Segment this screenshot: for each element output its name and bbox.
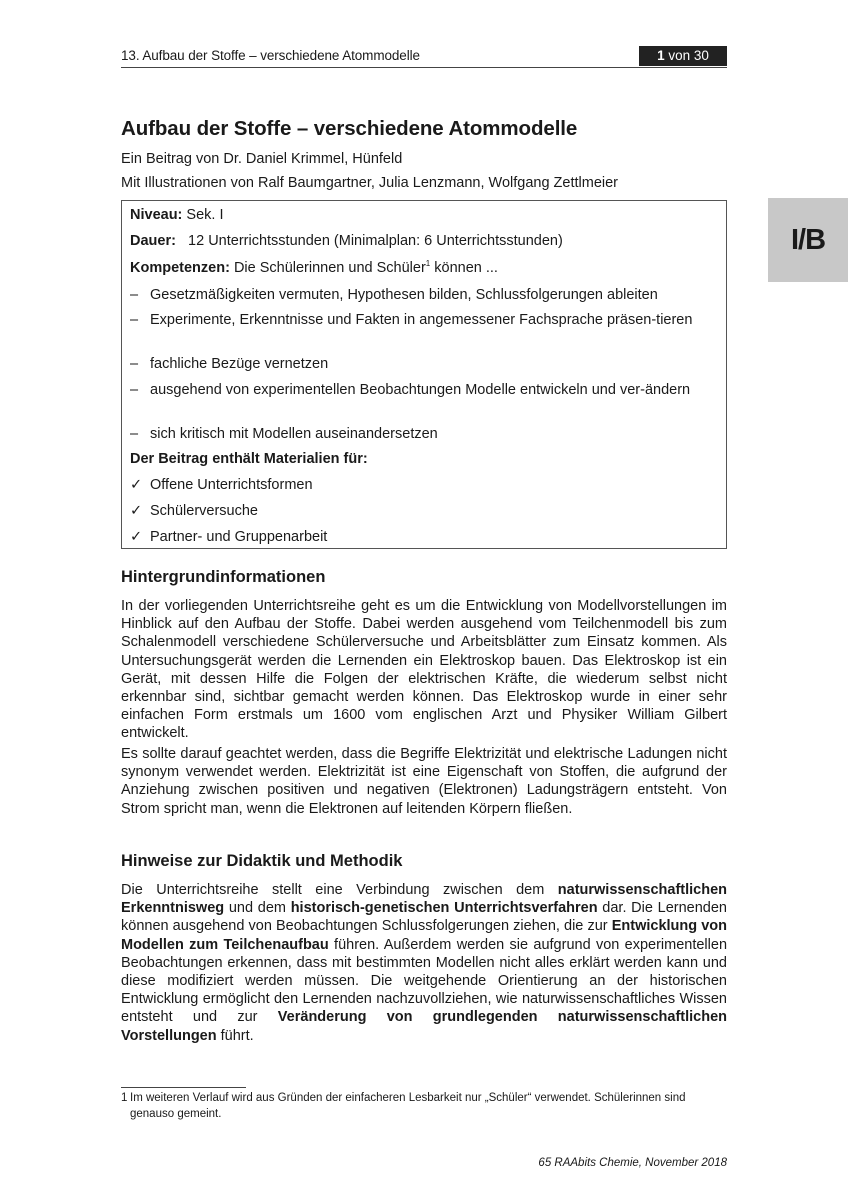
info-box [121, 200, 727, 549]
section-heading-hintergrund: Hintergrundinformationen [121, 568, 326, 586]
emphasis: historisch-genetischen Unterrichtsverfahren [290, 900, 598, 917]
check-item-text: Partner- und Gruppenarbeit [150, 529, 328, 545]
dash-bullet: – [130, 287, 139, 303]
section-tab [768, 198, 848, 282]
checkmark-icon: ✓ [130, 529, 143, 545]
emphasis: Entwicklung von Modellen zum Teilchenaufbau [121, 918, 727, 953]
list-item-text: Gesetzmäßigkeiten vermuten, Hypothesen bilden, Schlussfolgerungen ableiten [150, 287, 658, 303]
text-run: Die Unterrichtsreihe stellt eine Verbindung zwischen dem [121, 882, 558, 898]
niveau-label: Niveau: [130, 207, 183, 223]
dash-bullet: – [130, 382, 139, 398]
check-item-text: Schülerversuche [150, 503, 258, 519]
paragraph: In der vorliegenden Unterrichtsreihe geht es um die Entwicklung von Modellvorstellungen im Hinblick auf den Aufbau der Stoffe. Dabei werden ausgehend vom Teilchenmodell bis zum Schalenmodell verschiedene Schülerversuche und Arbeitsblätter zum Einsatz kommen. Als Untersuchungsgerät werden die Lernenden ein Elektroskop bauen. Das Elektroskop ist ein Gerät, mit dessen Hilfe die Folgen der elektrischen Kräfte, die wiederum selbst nicht erkennbar sind, sichtbar gemacht werden können. Das Elektroskop wurde in einer sehr einfachen Form erstmals um 1600 vom englischen Arzt und Physiker William Gilbert entwickelt. [121, 598, 727, 742]
check-item-text: Offene Unterrichtsformen [150, 477, 313, 493]
list-item [130, 425, 720, 444]
paragraph: Es sollte darauf geachtet werden, dass die Begriffe Elektrizität und elektrische Ladungen nicht synonym verwendet werden. Elektrizität ist eine Eigenschaft von Stoffen, die aufgrund der Anziehung zwischen positiven und negativen (Elektronen) Ladungsträgern entsteht. Von Strom spricht man, wenn die Elektronen auf leitenden Körpern fließen. [121, 746, 727, 817]
text-run: führt. [216, 1027, 254, 1044]
text-run: und dem [224, 900, 291, 917]
kompetenzen-label: Kompetenzen: [130, 259, 230, 276]
kompetenzen-intro: Die Schülerinnen und Schüler [233, 259, 426, 276]
footnote-ref[interactable]: 1 [425, 259, 431, 268]
list-item [130, 381, 720, 400]
check-item [130, 529, 327, 545]
dauer-row [130, 233, 563, 249]
illustrators-line: Mit Illustrationen von Ralf Baumgartner, Julia Lenzmann, Wolfgang Zettlmeier [121, 175, 619, 191]
list-item [130, 311, 720, 330]
page-current: 1 [657, 48, 665, 63]
list-item-text: ausgehend von experimentellen Beobachtungen Modelle entwickeln und ver-ändern [150, 382, 691, 398]
paragraph [121, 881, 727, 1045]
footnote [121, 1091, 727, 1122]
check-item [130, 503, 258, 519]
dash-bullet: – [130, 426, 139, 442]
running-title: 13. Aufbau der Stoffe – verschiedene Atommodelle [121, 48, 420, 63]
list-item [130, 286, 720, 305]
running-header [121, 46, 727, 68]
text-run: führen. Außerdem werden sie aufgrund von experimentellen Beobachtungen erkennen, dass mit bestimmten Modellen nicht alles erklärt werden kann und diese modifiziert werden müssen. Die weitgehende Orientierung an der historischen Entwicklung ermöglicht den Lernenden nachzuvollziehen, wie naturwissenschaftliches Wissen entsteht und zur [121, 936, 728, 1026]
list-item-text: Experimente, Erkenntnisse und Fakten in angemessener Fachsprache präsen-tieren [150, 312, 693, 328]
author-line: Ein Beitrag von Dr. Daniel Krimmel, Hünfeld [121, 151, 403, 167]
dauer-value: 12 Unterrichtsstunden (Minimalplan: 6 Unterrichtsstunden) [188, 233, 563, 249]
checkmark-icon: ✓ [130, 477, 143, 493]
emphasis: Veränderung von grundlegenden naturwissenschaftlichen Vorstellungen [121, 1009, 728, 1044]
emphasis: naturwissenschaftlichen Erkenntnisweg [121, 882, 727, 917]
niveau-value: Sek. I [186, 207, 224, 223]
dauer-label: Dauer: [130, 233, 176, 249]
check-item [130, 477, 313, 493]
page-footer: 65 RAAbits Chemie, November 2018 [538, 1157, 727, 1169]
page-number-badge [639, 46, 727, 66]
list-item-text: fachliche Bezüge vernetzen [150, 356, 329, 372]
materialien-heading-text: Der Beitrag enthält Materialien für: [130, 451, 368, 467]
page-total: von 30 [668, 48, 709, 63]
list-item [130, 355, 720, 374]
footnote-number: 1 [121, 1092, 128, 1104]
list-item-text: sich kritisch mit Modellen auseinandersetzen [150, 426, 438, 442]
kompetenzen-row [130, 259, 498, 276]
section-heading-didaktik: Hinweise zur Didaktik und Methodik [121, 852, 403, 870]
checkmark-icon: ✓ [130, 503, 143, 519]
footnote-text: Im weiteren Verlauf wird aus Gründen der einfacheren Lesbarkeit nur „Schüler“ verwendet. Schülerinnen sind genauso gemeint. [130, 1092, 686, 1120]
text-run: dar. Die Lernenden können ausgehend von Beobachtungen Schlussfolgerungen ziehen, die zur [121, 900, 727, 935]
dash-bullet: – [130, 356, 139, 372]
footnote-divider [121, 1087, 246, 1088]
dash-bullet: – [130, 312, 139, 328]
kompetenzen-tail: können ... [434, 259, 498, 276]
document-title: Aufbau der Stoffe – verschiedene Atommodelle [121, 117, 578, 140]
section-tab-label: I/B [790, 224, 826, 256]
niveau-row [130, 207, 224, 223]
materialien-heading [130, 451, 368, 467]
